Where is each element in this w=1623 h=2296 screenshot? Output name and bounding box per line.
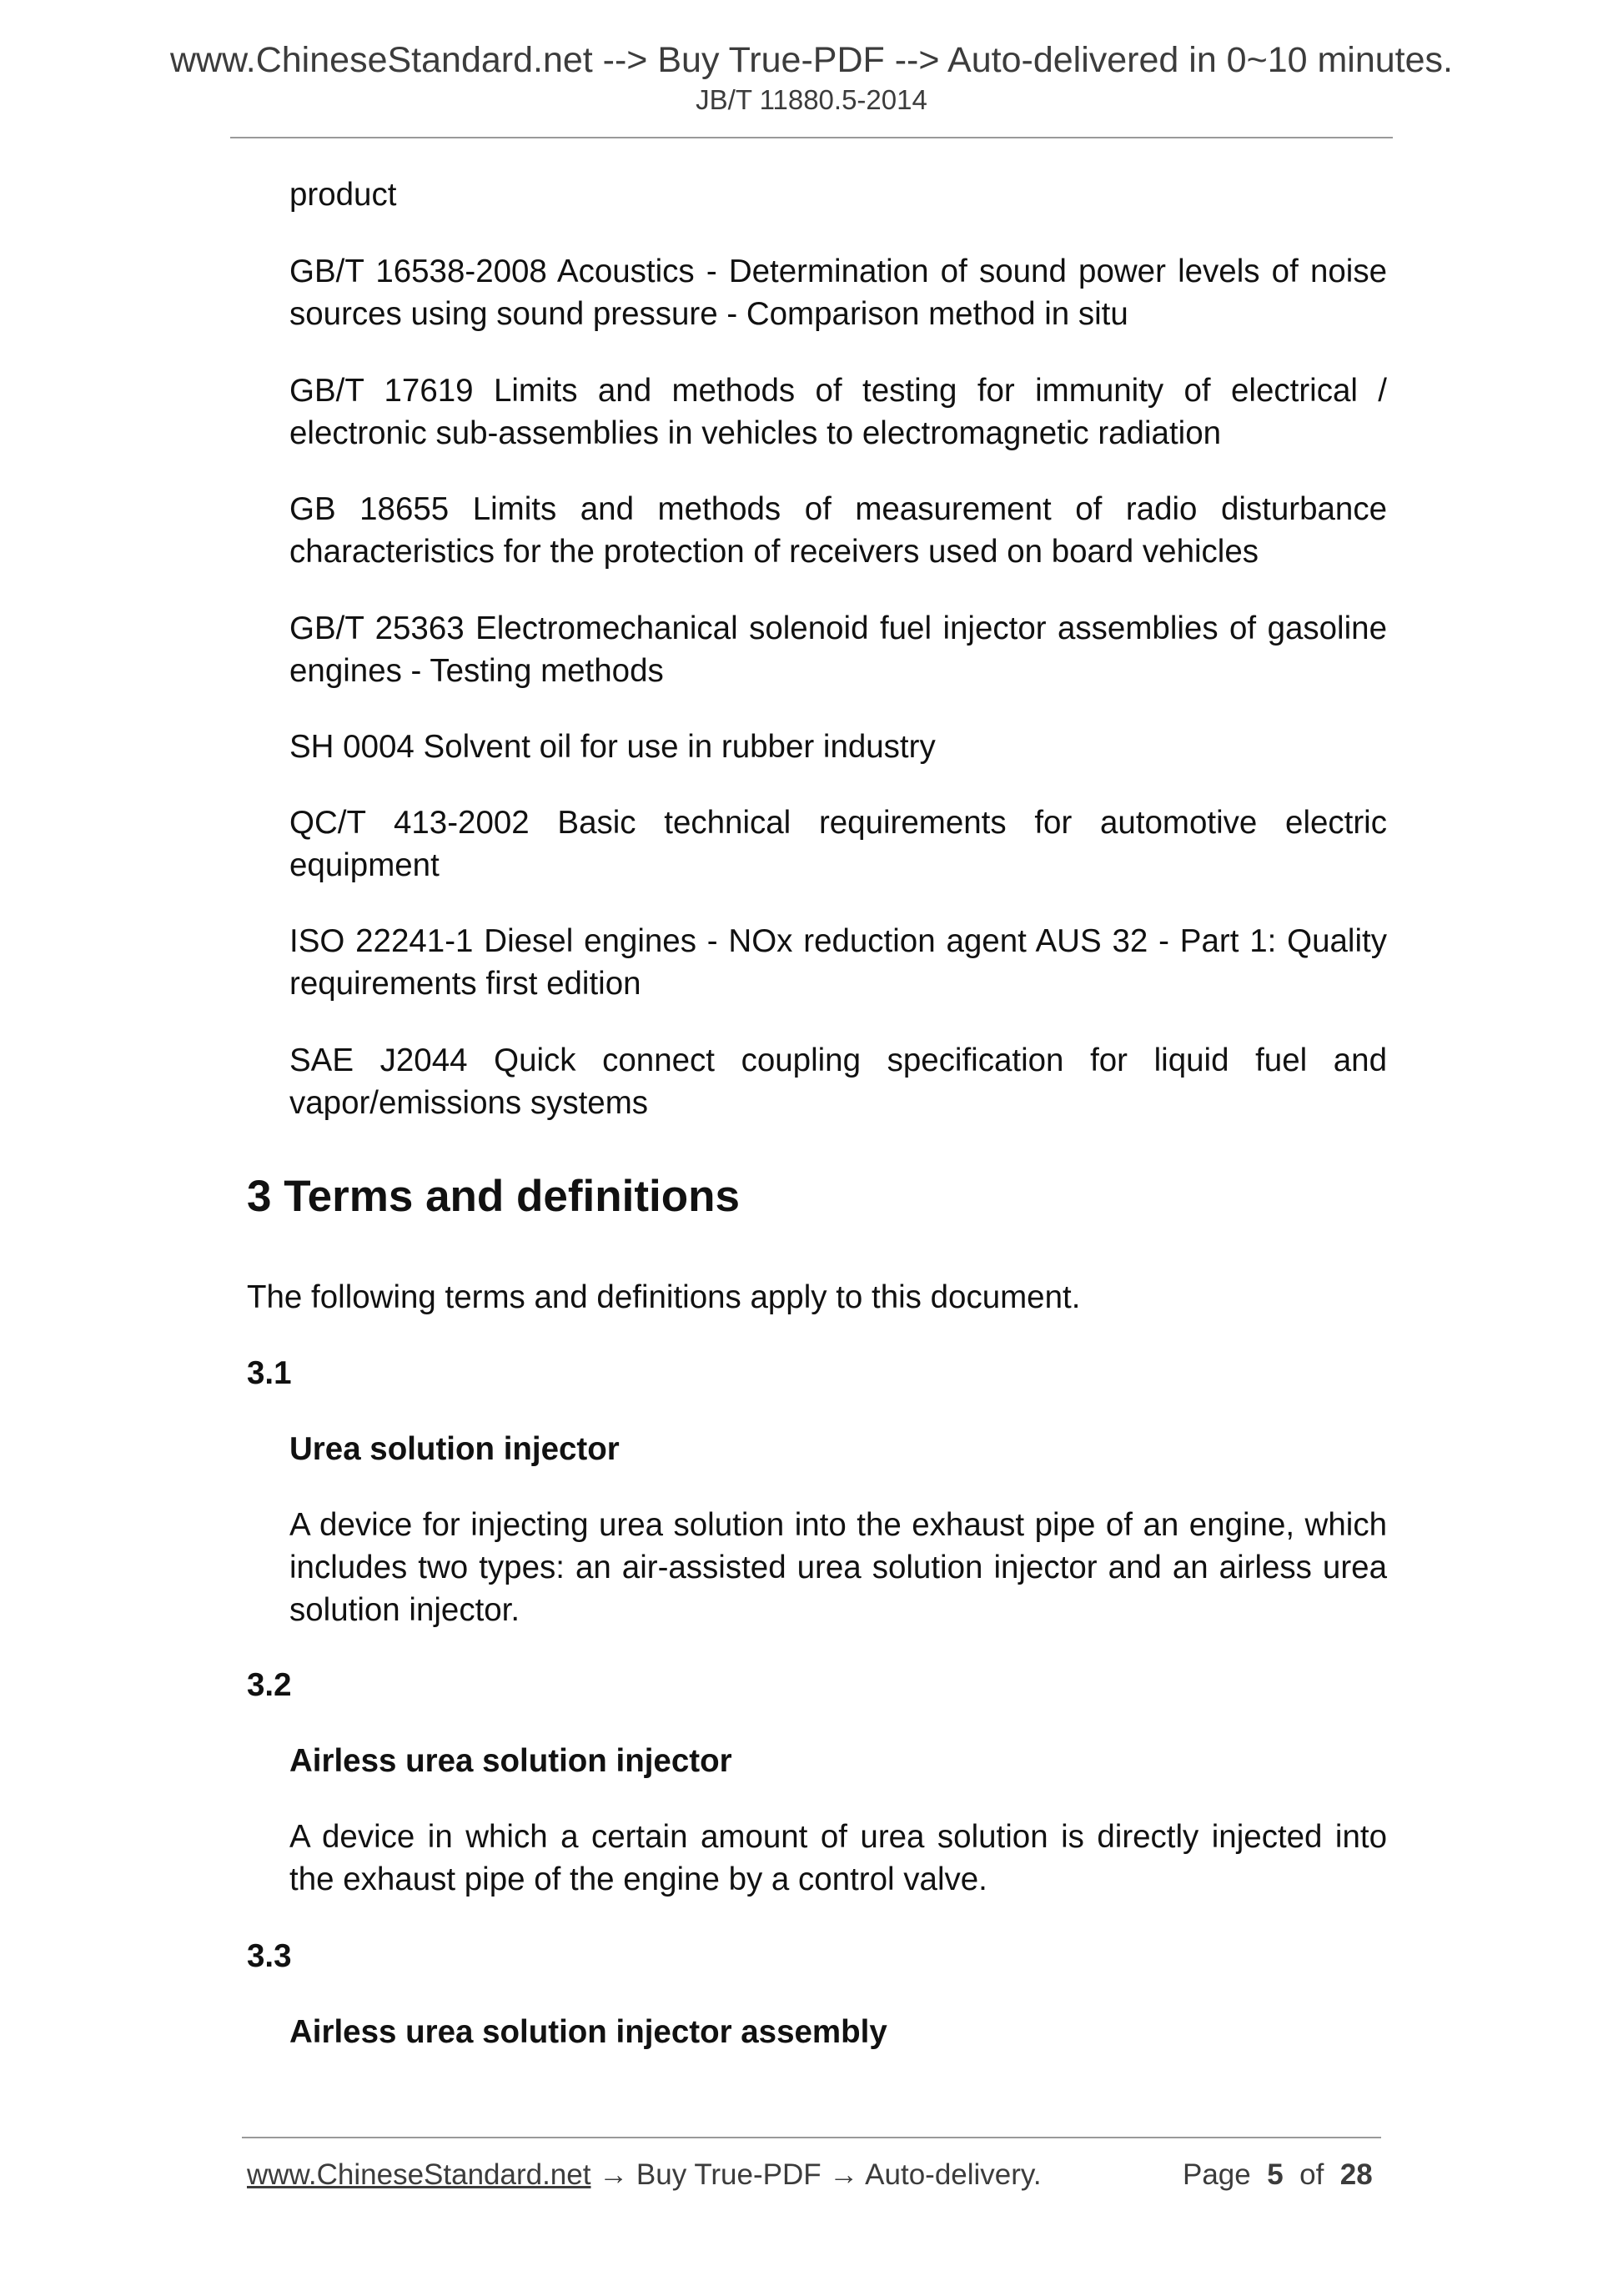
reference-item: GB/T 25363 Electromechanical solenoid fuel injector assemblies of gasoline engines - Testing methods <box>289 610 1387 689</box>
header-standard-number: JB/T 11880.5-2014 <box>696 84 927 115</box>
clause-number: 3.3 <box>247 1938 292 1974</box>
reference-item: product <box>289 177 397 213</box>
header-banner: www.ChineseStandard.net --> Buy True-PDF --> Auto-delivered in 0~10 minutes. <box>169 40 1453 80</box>
page-indicator <box>1183 2157 1373 2193</box>
term-definition: A device for injecting urea solution into the exhaust pipe of an engine, which includes two types: an air-assisted urea solution injector and an airless urea solution injector. <box>289 1507 1387 1628</box>
of-label: of <box>1299 2158 1324 2191</box>
footer-tagline: → Buy True-PDF → Auto-delivery. <box>590 2158 1042 2191</box>
reference-item: SH 0004 Solvent oil for use in rubber industry <box>289 729 936 765</box>
header-rule <box>230 137 1393 138</box>
clause-number: 3.2 <box>247 1667 292 1703</box>
term-heading: Airless urea solution injector <box>289 1743 732 1779</box>
reference-item: GB 18655 Limits and methods of measurement of radio disturbance characteristics for the protection of receivers used on board vehicles <box>289 491 1387 570</box>
section-intro: The following terms and definitions apply to this document. <box>247 1279 1081 1315</box>
page-label: Page <box>1183 2158 1251 2191</box>
footer-site-link[interactable]: www.ChineseStandard.net <box>247 2158 591 2191</box>
page-number: 5 <box>1267 2158 1284 2191</box>
term-heading: Urea solution injector <box>289 1431 620 1467</box>
term-heading: Airless urea solution injector assembly <box>289 2014 887 2050</box>
footer-rule <box>242 2137 1381 2138</box>
reference-item: ISO 22241-1 Diesel engines - NOx reduction agent AUS 32 - Part 1: Quality requirements first edition <box>289 923 1387 1002</box>
footer-left <box>247 2157 1042 2193</box>
reference-item: GB/T 16538-2008 Acoustics - Determination of sound power levels of noise sources using sound pressure - Comparison method in situ <box>289 254 1387 332</box>
clause-number: 3.1 <box>247 1355 292 1391</box>
reference-item: QC/T 413-2002 Basic technical requirements for automotive electric equipment <box>289 805 1387 883</box>
section-title: 3 Terms and definitions <box>247 1172 740 1221</box>
reference-item: GB/T 17619 Limits and methods of testing for immunity of electrical / electronic sub-assemblies in vehicles to electromagnetic radiation <box>289 373 1387 451</box>
reference-item: SAE J2044 Quick connect coupling specification for liquid fuel and vapor/emissions systems <box>289 1042 1387 1121</box>
total-pages: 28 <box>1339 2158 1373 2191</box>
term-definition: A device in which a certain amount of urea solution is directly injected into the exhaust pipe of the engine by a control valve. <box>289 1819 1387 1897</box>
